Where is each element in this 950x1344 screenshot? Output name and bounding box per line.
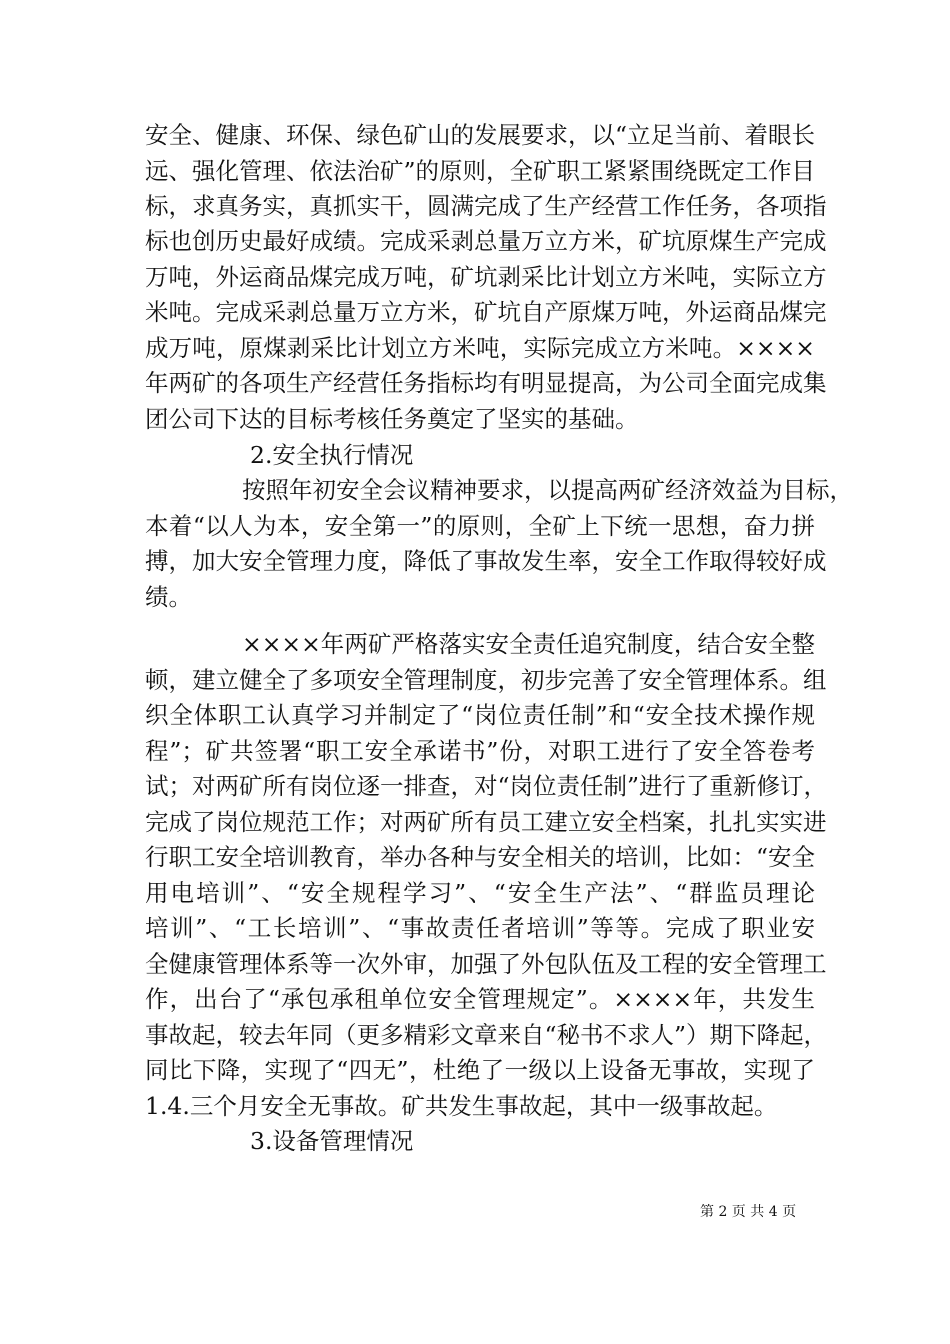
body-text-line: 1.4.三个月安全无事故。矿共发生事故起，其中一级事故起。 — [145, 1092, 778, 1120]
body-text-line: 标也创历史最好成绩。完成采剥总量万立方米，矿坑原煤生产完成 — [145, 227, 827, 255]
body-text-line: 按照年初安全会议精神要求，以提高两矿经济效益为目标， — [242, 476, 853, 504]
body-text-line: 试；对两矿所有岗位逐一排查，对“岗位责任制”进行了重新修订， — [145, 772, 828, 800]
body-text-line: 万吨，外运商品煤完成万吨，矿坑剥采比计划立方米吨，实际立方 — [145, 263, 827, 291]
body-text-line: 织全体职工认真学习并制定了“岗位责任制”和“安全技术操作规 — [145, 701, 815, 729]
section-heading: 2.安全执行情况 — [250, 441, 414, 469]
body-text-line: 标，求真务实，真抓实干，圆满完成了生产经营工作任务，各项指 — [145, 192, 827, 220]
body-text-line: 全健康管理体系等一次外审，加强了外包队伍及工程的安全管理工 — [145, 950, 827, 978]
page-number-footer: 第 2 页 共 4 页 — [700, 1204, 797, 1220]
body-text-line: 米吨。完成采剥总量万立方米，矿坑自产原煤万吨，外运商品煤完 — [145, 298, 827, 326]
body-text-line: ××××年两矿严格落实安全责任追究制度，结合安全整 — [242, 630, 815, 658]
body-text-line: 年两矿的各项生产经营任务指标均有明显提高，为公司全面完成集 — [145, 369, 827, 397]
body-text-line: 绩。 — [145, 583, 192, 611]
body-text-line: 远、强化管理、依法治矿”的原则，全矿职工紧紧围绕既定工作目 — [145, 157, 816, 185]
body-text-line: 安全、健康、环保、绿色矿山的发展要求，以“立足当前、着眼长 — [145, 121, 816, 149]
body-text-line: 行职工安全培训教育，举办各种与安全相关的培训，比如：“安全 — [145, 843, 816, 871]
body-text-line: 事故起，较去年同（更多精彩文章来自“秘书不求人”）期下降起， — [145, 1021, 828, 1049]
body-text-line: 培训”、“工长培训”、“事故责任者培训”等等。完成了职业安 — [145, 914, 815, 942]
body-text-line: 团公司下达的目标考核任务奠定了坚实的基础。 — [145, 405, 639, 433]
body-text-line: 作，出台了“承包承租单位安全管理规定”。××××年，共发生 — [145, 985, 815, 1013]
body-text-line: 搏，加大安全管理力度，降低了事故发生率，安全工作取得较好成 — [145, 547, 827, 575]
body-text-line: 同比下降，实现了“四无”，杜绝了一级以上设备无事故，实现了 — [145, 1056, 815, 1084]
body-text-line: 顿，建立健全了多项安全管理制度，初步完善了安全管理体系。组 — [145, 666, 827, 694]
body-text-line: 成万吨，原煤剥采比计划立方米吨，实际完成立方米吨。×××× — [145, 334, 815, 362]
body-text-line: 本着“以人为本，安全第一”的原则，全矿上下统一思想，奋力拼 — [145, 512, 815, 540]
body-text-line: 用电培训”、“安全规程学习”、“安全生产法”、“群监员理论 — [145, 879, 815, 907]
section-heading: 3.设备管理情况 — [250, 1127, 414, 1155]
body-text-line: 完成了岗位规范工作；对两矿所有员工建立安全档案，扎扎实实进 — [145, 808, 827, 836]
body-text-line: 程”；矿共签署“职工安全承诺书”份，对职工进行了安全答卷考 — [145, 737, 815, 765]
